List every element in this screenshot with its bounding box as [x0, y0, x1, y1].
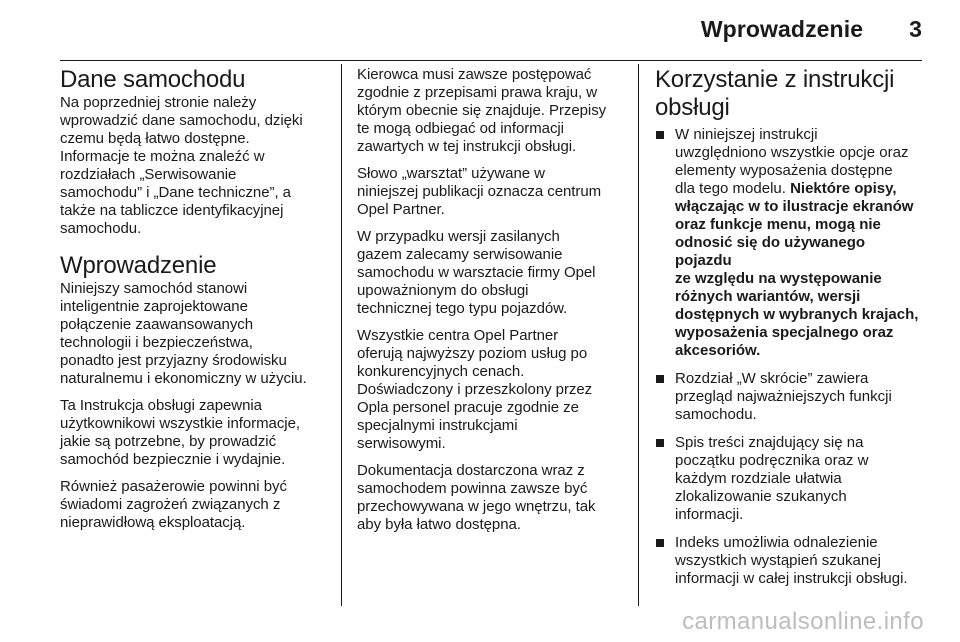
paragraph: Dokumentacja dostarczona wraz z samochodem powinna zawsze być przechowywana w jego wnętrzu, tak aby była łatwo dostępna.: [357, 462, 596, 533]
square-bullet-icon: [656, 131, 664, 139]
header-title: Wprowadzenie: [700, 16, 864, 42]
bullet-list: [655, 126, 925, 588]
list-item: Rozdział „W skrócie” zawiera przegląd najważniejszych funkcji samochodu.: [655, 370, 925, 424]
column-divider-left: [341, 64, 342, 606]
paragraph: Słowo „warsztat” używane w niniejszej publikacji oznacza centrum Opel Partner.: [357, 165, 602, 218]
list-item: Indeks umożliwia odnalezienie wszystkich wystąpień szukanej informacji w całej instrukcji obsługi.: [655, 534, 925, 588]
column-left: [60, 66, 332, 541]
list-item: Spis treści znajdujący się na początku podręcznika oraz w każdym rozdziale ułatwia zlokalizowanie szukanych informacji.: [655, 434, 925, 524]
paragraph: Na poprzedniej stronie należy wprowadzić dane samochodu, dzięki czemu będą łatwo dostępne. Informacje te można znaleźć w rozdziałach „Serwisowanie samochodu” i „Dane techniczne”, a także na tabliczce identyfikacyjnej samochodu.: [60, 94, 303, 237]
heading-introduction: Wprowadzenie: [60, 252, 217, 279]
list-item: W niniejszej instrukcji uwzględniono wszystkie opcje oraz elementy wyposażenia dostępne dla tego modelu. Niektóre opisy, włączając w to ilustracje ekranów oraz funkcje menu, mogą nie odnosić się do używanego pojazdu ze względu na występowanie różnych wariantów, wersji dostępnych w wybranych krajach, wyposażenia specjalnego oraz akcesoriów.: [655, 126, 925, 360]
column-middle: [357, 66, 629, 543]
watermark: carmanualsonline.info: [682, 608, 924, 635]
page-header: [60, 16, 922, 43]
page-number: 3: [909, 16, 922, 42]
paragraph: Również pasażerowie powinni być świadomi zagrożeń związanych z nieprawidłową eksploatacją.: [60, 478, 287, 531]
paragraph: Kierowca musi zawsze postępować zgodnie z przepisami prawa kraju, w którym obecnie się znajduje. Przepisy te mogą odbiegać od informacji zawartych w tej instrukcji obsługi.: [357, 66, 607, 155]
square-bullet-icon: [656, 375, 664, 383]
bold-note: Niektóre opisy, włączając w to ilustracje ekranów oraz funkcje menu, mogą nie odnosić się do używanego pojazdu ze względu na występowanie różnych wariantów, wersji dostępnych w wybranych krajach, wyposażenia specjalnego oraz akcesoriów.: [675, 180, 919, 359]
header-divider: [60, 60, 922, 61]
column-divider-right: [638, 64, 639, 606]
paragraph: Wszystkie centra Opel Partner oferują najwyższy poziom usług po konkurencyjnych cenach. Doświadczony i przeszkolony przez Opla personel pracuje zgodnie ze specjalnymi instrukcjami serwisowymi.: [357, 327, 593, 452]
paragraph: W przypadku wersji zasilanych gazem zalecamy serwisowanie samochodu w warsztacie firmy Opel upoważnionym do obsługi technicznej tego typu pojazdów.: [357, 228, 596, 317]
square-bullet-icon: [656, 539, 664, 547]
heading-using-manual: Korzystanie z instrukcji obsługi: [655, 66, 895, 121]
paragraph: Niniejszy samochód stanowi inteligentnie zaprojektowane połączenie zaawansowanych technologii i bezpieczeństwa, ponadto jest przyjazny środowisku naturalnemu i ekonomiczny w użyciu.: [60, 280, 307, 387]
heading-vehicle-data: Dane samochodu: [60, 66, 246, 93]
paragraph: Ta Instrukcja obsługi zapewnia użytkownikowi wszystkie informacje, jakie są potrzebne, by prowadzić samochód bezpiecznie i wydajnie.: [60, 397, 300, 468]
square-bullet-icon: [656, 439, 664, 447]
column-right: [655, 66, 925, 598]
